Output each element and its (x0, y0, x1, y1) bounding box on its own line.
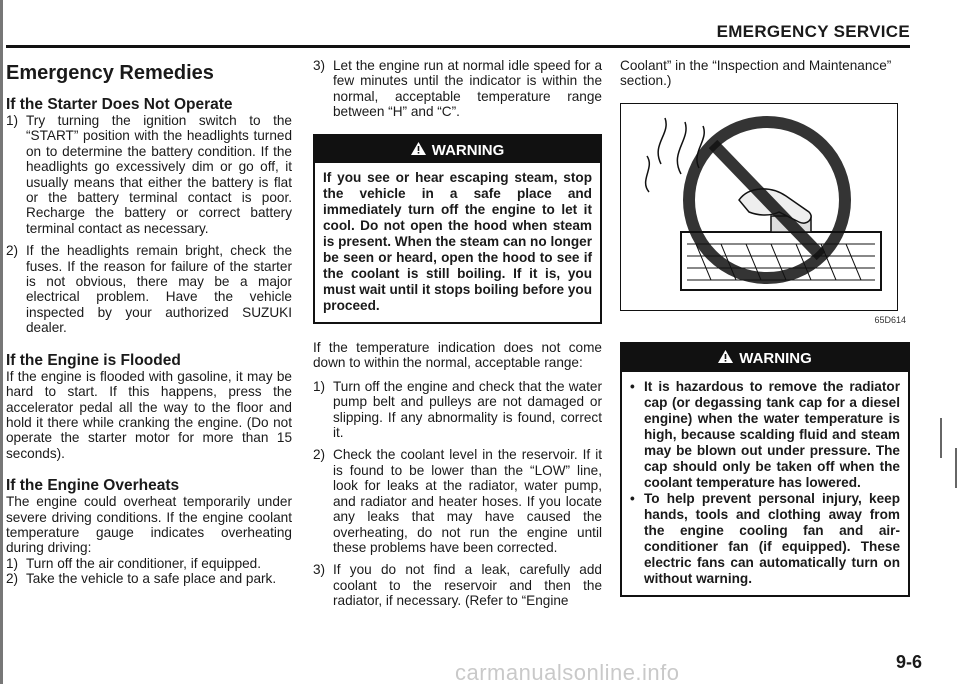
warning-triangle-icon (411, 142, 426, 158)
warning-header (622, 344, 908, 371)
starter-steps (6, 113, 292, 336)
margin-mark (940, 418, 942, 458)
warning-bullet-2 (630, 491, 900, 587)
bullet-icon: • (630, 378, 635, 394)
column-3 (620, 58, 910, 613)
starter-step-1 (6, 113, 292, 236)
column-2 (313, 58, 602, 616)
bullet-icon: • (630, 490, 635, 506)
step-text: Turn off the engine and check that the water pump belt and pulleys are not damaged or slipping. If any abnormality is found, correct it. (333, 378, 602, 441)
overheats-step-1 (6, 556, 292, 571)
temperature-intro: If the temperature indication does not come down to within the normal, acceptable range: (313, 340, 602, 371)
margin-mark (955, 448, 957, 488)
column-1 (6, 58, 292, 587)
step-text: Take the vehicle to a safe place and park. (26, 571, 277, 587)
step-text: If you do not find a leak, carefully add coolant to the reservoir and then the radiator, if necessary. (Refer to “Engine (333, 562, 602, 609)
warning-label: WARNING (739, 350, 812, 368)
warning-bullet-1 (630, 379, 900, 491)
step-number: 1) (6, 555, 19, 571)
step-text: Let the engine run at normal idle speed for a few minutes until the indicator is within the normal, acceptable temperature range between “H” and “C”. (333, 58, 602, 120)
step-number: 2) (6, 571, 19, 587)
warning-bullets (630, 379, 900, 587)
radiator-warning-box (620, 342, 910, 596)
page-title: Emergency Remedies (6, 62, 214, 84)
no-open-hot-cap-icon (621, 104, 897, 310)
illustration-code: 65D614 (874, 314, 906, 325)
step-text: Turn off the air conditioner, if equipped. (26, 555, 262, 571)
idle-step (313, 58, 602, 120)
warning-text: If you see or hear escaping steam, stop the vehicle in a safe place and immediately turn off the engine to let it cool. Do not open the hood when steam is present. When the steam can no longer be seen or heard, open the hood to see if the coolant is still boiling. If it is, you must wait until it stops boiling before you proceed. (323, 170, 592, 314)
bullet-text: To help prevent personal injury, keep hands, tools and clothing away from the engine cooling fan and air-conditioner fan (if equipped). These electric fans can automatically turn on without warning. (644, 490, 900, 586)
step-number: 1) (6, 113, 19, 128)
temperature-step-1 (313, 379, 602, 441)
page-number: 9-6 (895, 652, 922, 672)
step-number: 2) (6, 243, 19, 259)
starter-step-2 (6, 243, 292, 335)
step-number: 3) (313, 58, 326, 73)
overheats-steps (6, 556, 292, 587)
warning-triangle-icon (718, 350, 733, 366)
overheats-text: The engine could overheat temporarily under severe driving conditions. If the engine coolant temperature gauge indicates overheating during driving: (6, 494, 292, 556)
flooded-text: If the engine is flooded with gasoline, it may be hard to start. If this happens, press the accelerator pedal all the way to the floor and hold it there while cranking the engine. (Do not operate the starter motor for more than 15 seconds). (6, 368, 292, 461)
temperature-steps (313, 379, 602, 609)
overheats-step-3 (313, 58, 602, 120)
temperature-step-3 (313, 562, 602, 608)
warning-header (315, 136, 600, 163)
radiator-cap-illustration (620, 103, 898, 311)
overheats-heading: If the Engine Overheats (6, 477, 180, 495)
step-number: 1) (313, 378, 326, 394)
step-number: 2) (313, 447, 326, 463)
step-text: If the headlights remain bright, check the fuses. If the reason for failure of the starter is not obvious, there may be a major electrical problem. Have the vehicle inspected by your authorized SUZUKI dealer. (26, 243, 292, 336)
watermark-text: carmanualsonline.info (455, 660, 680, 685)
step-number: 3) (313, 562, 326, 578)
flooded-heading: If the Engine is Flooded (6, 351, 181, 369)
starter-heading: If the Starter Does Not Operate (6, 96, 233, 113)
steam-warning-box (313, 134, 602, 324)
warning-body (622, 372, 908, 595)
overheats-step-2 (6, 571, 292, 586)
section-header: EMERGENCY SERVICE (716, 22, 910, 41)
bullet-text: It is hazardous to remove the radiator cap (or degassing tank cap for a diesel engine) when the water temperature is high, because scalding fluid and steam may be blown out under pressure. The cap should only be taken off when the coolant temperature has lowered. (644, 378, 900, 490)
header-rule (6, 45, 910, 48)
continuation-text: Coolant” in the “Inspection and Maintenance” section.) (620, 58, 892, 89)
step-text: Check the coolant level in the reservoir. If it is found to be lower than the “LOW” line, look for leaks at the radiator, water pump, and radiator and heater hoses. If you locate any leaks that may have caused the overheating, do not run the engine until these problems have been corrected. (333, 447, 602, 555)
step-text: Try turning the ignition switch to the “START” position with the headlights turned on to determine the battery condition. If the headlights go excessively dim or go off, it usually means that either the battery is flat or the battery terminal contact is poor. Recharge the battery or correct battery terminal contact as necessary. (26, 113, 292, 236)
temperature-step-2 (313, 447, 602, 555)
page-edge (0, 0, 3, 684)
warning-label: WARNING (431, 141, 505, 159)
